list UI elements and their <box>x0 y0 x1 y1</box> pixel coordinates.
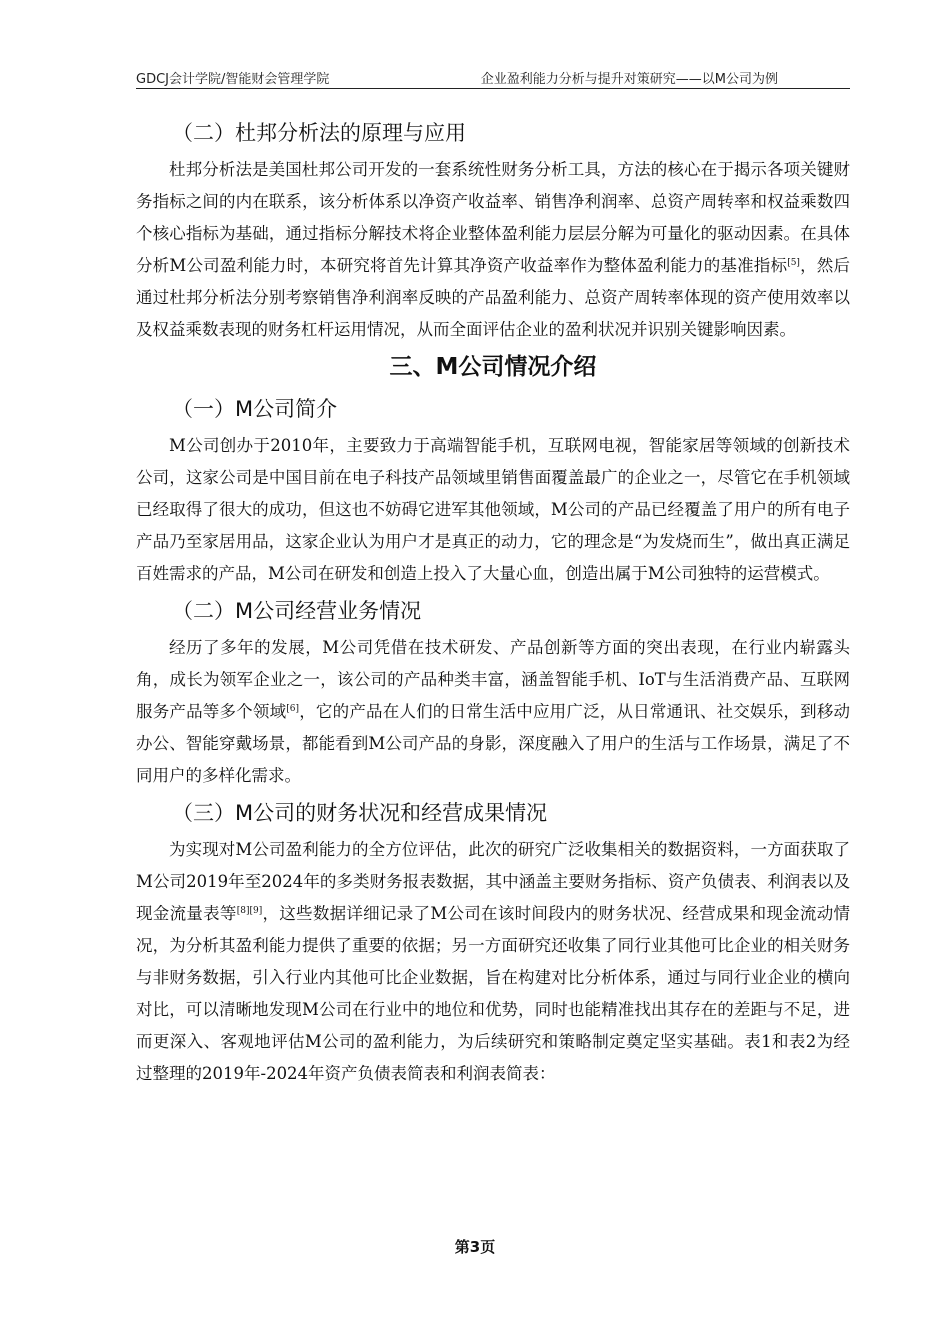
paragraph-finance-part2: ，这些数据详细记录了M公司在该时间段内的财务状况、经营成果和现金流动情况，为分析其盈利能力提供了重要的依据；另一方面研究还收集了同行业其他可比企业的相关财务与非财务数据，引入行业内其他可比企业数据，旨在构建对比分析体系，通过与同行业企业的横向对比，可以清晰地发现M公司在行业中的地位和优势，同时也能精准找出其存在的差距与不足，进而更深入、客观地评估M公司的盈利能力，为后续研究和策略制定奠定坚实基础。表1和表2为经过整理的2019年-2024年资产负债表简表和利润表简表： <box>136 904 850 1083</box>
paragraph-finance <box>136 834 850 1090</box>
paragraph-dupont-part2: ，然后通过杜邦分析法分别考察销售净利润率反映的产品盈利能力、总资产周转率体现的资产使用效率以及权益乘数表现的财务杠杆运用情况，从而全面评估企业的盈利状况并识别关键影响因素。 <box>136 256 850 339</box>
header-institution: GDCJ会计学院/智能财会管理学院 <box>136 72 330 87</box>
heading-finance: （三）M公司的财务状况和经营成果情况 <box>172 801 548 825</box>
chapter-title: 三、M公司情况介绍 <box>389 354 597 380</box>
heading-business: （二）M公司经营业务情况 <box>172 599 422 623</box>
citation-8-9[interactable]: [8][9] <box>236 906 263 916</box>
page-content <box>136 112 850 1090</box>
heading-company-intro: （一）M公司简介 <box>172 397 338 421</box>
citation-6[interactable]: [6] <box>286 704 300 714</box>
paragraph-business-part1: 经历了多年的发展，M公司凭借在技术研发、产品创新等方面的突出表现，在行业内崭露头角，成长为领军企业之一，该公司的产品种类丰富，涵盖智能手机、IoT与生活消费产品、互联网服务产品等多个领域 <box>136 638 850 721</box>
citation-5[interactable]: [5] <box>787 258 800 268</box>
heading-dupont: （二）杜邦分析法的原理与应用 <box>172 121 466 145</box>
page-number: 第3页 <box>454 1238 496 1256</box>
paragraph-company-intro: M公司创办于2010年，主要致力于高端智能手机，互联网电视，智能家居等领域的创新技术公司，这家公司是中国目前在电子科技产品领域里销售面覆盖最广的企业之一，尽管它在手机领域已经取得了很大的成功，但这也不妨碍它进军其他领域，M公司的产品已经覆盖了用户的所有电子产品乃至家居用品，这家企业认为用户才是真正的动力，它的理念是“为发烧而生”，做出真正满足百姓需求的产品，M公司在研发和创造上投入了大量心血，创造出属于M公司独特的运营模式。 <box>136 436 850 583</box>
paragraph-business <box>136 632 850 792</box>
running-header <box>136 66 850 89</box>
paragraph-finance-part1: 为实现对M公司盈利能力的全方位评估，此次的研究广泛收集相关的数据资料，一方面获取了M公司2019年至2024年的多类财务报表数据，其中涵盖主要财务指标、资产负债表、利润表以及现金流量表等 <box>136 840 850 923</box>
paragraph-business-part2: ，它的产品在人们的日常生活中应用广泛，从日常通讯、社交娱乐，到移动办公、智能穿戴场景，都能看到M公司产品的身影，深度融入了用户的生活与工作场景，满足了不同用户的多样化需求。 <box>136 702 851 785</box>
paragraph-dupont <box>136 154 850 346</box>
header-thesis-title: 企业盈利能力分析与提升对策研究——以M公司为例 <box>480 72 778 87</box>
paragraph-dupont-part1: 杜邦分析法是美国杜邦公司开发的一套系统性财务分析工具，方法的核心在于揭示各项关键财务指标之间的内在联系，该分析体系以净资产收益率、销售净利润率、总资产周转率和权益乘数四个核心指标为基础，通过指标分解技术将企业整体盈利能力层层分解为可量化的驱动因素。在具体分析M公司盈利能力时，本研究将首先计算其净资产收益率作为整体盈利能力的基准指标 <box>136 160 850 275</box>
